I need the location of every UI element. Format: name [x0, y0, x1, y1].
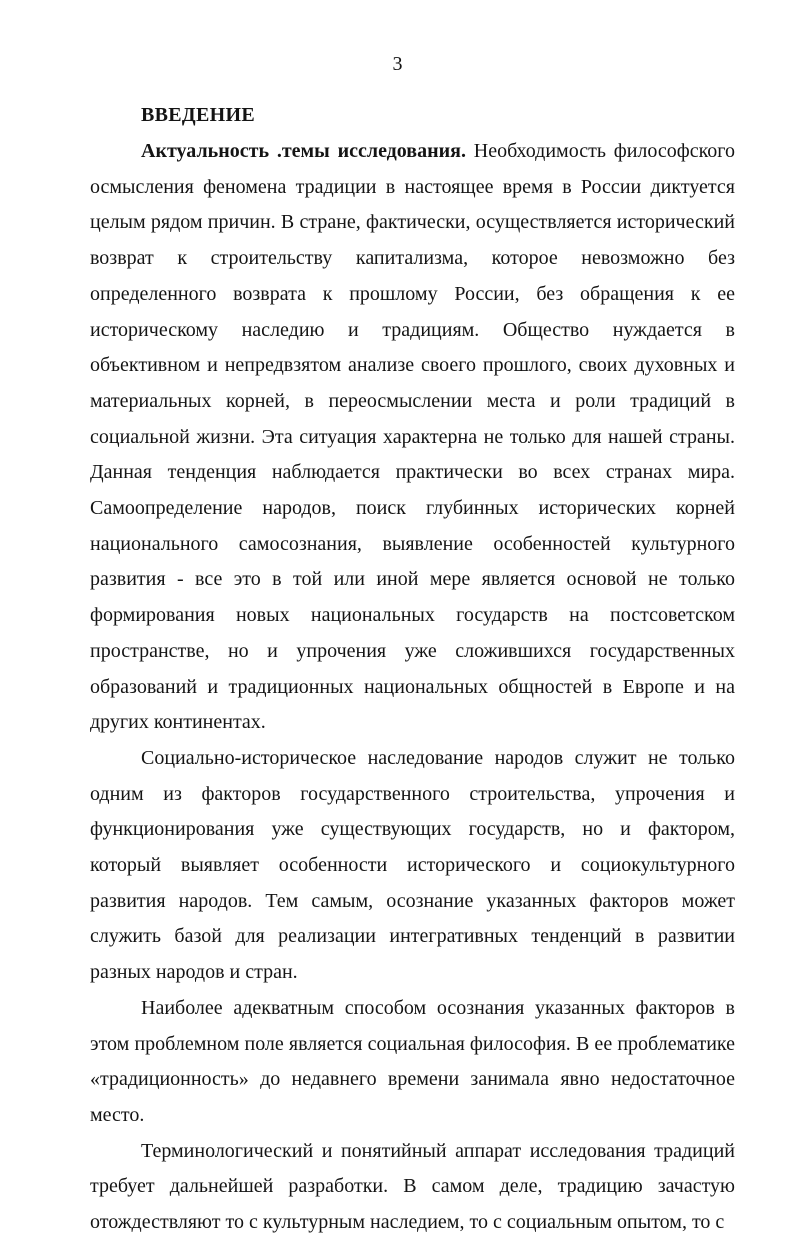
- paragraph-lead: Актуальность .темы исследования.: [141, 140, 466, 162]
- body-text: [90, 134, 735, 1241]
- section-heading: ВВЕДЕНИЕ: [141, 104, 255, 126]
- paragraph-relevance: [90, 134, 735, 741]
- paragraph-social-philosophy: Наиболее адекватным способом осознания указанных факторов в этом проблемном поле является социальная философия. В ее проблематике «традиционность» до недавнего времени занимала явно недостаточное место.: [90, 996, 735, 1126]
- paragraph-text: Необходимость философского осмысления феномена традиции в настоящее время в России диктуется целым рядом причин. В стране, фактически, осуществляется исторический возврат к строительству капитализма, которое невозможно без определенного возврата к прошлому России, без обращения к ее историческому наследию и традициям. Общество нуждается в объективном и непредвзятом анализе своего прошлого, своих духовных и материальных корней, в переосмыслении места и роли традиций в социальной жизни. Эта ситуация характерна не только для нашей страны. Данная тенденция наблюдается практически во всех странах мира. Самоопределение народов, поиск глубинных исторических корней национального самосознания, выявление особенностей культурного развития - все это в той или иной мере является основой не только формирования новых национальных государств на постсоветском пространстве, но и упрочения уже сложившихся государственных образований и традиционных национальных общностей в Европе и на других континентах.: [90, 140, 735, 734]
- paragraph-terminology: Терминологический и понятийный аппарат исследования традиций требует дальнейшей разработки. В самом деле, традицию зачастую отождествляют то с культурным наследием, то с социальным опытом, то с: [90, 1139, 735, 1234]
- page-number: 3: [392, 53, 403, 75]
- paragraph-social-heritage: Социально-историческое наследование народов служит не только одним из факторов государственного строительства, упрочения и функционирования уже существующих государств, но и фактором, который выявляет особенности исторического и социокультурного развития народов. Тем самым, осознание указанных факторов может служить базой для реализации интегративных тенденций в развитии разных народов и стран.: [90, 746, 735, 984]
